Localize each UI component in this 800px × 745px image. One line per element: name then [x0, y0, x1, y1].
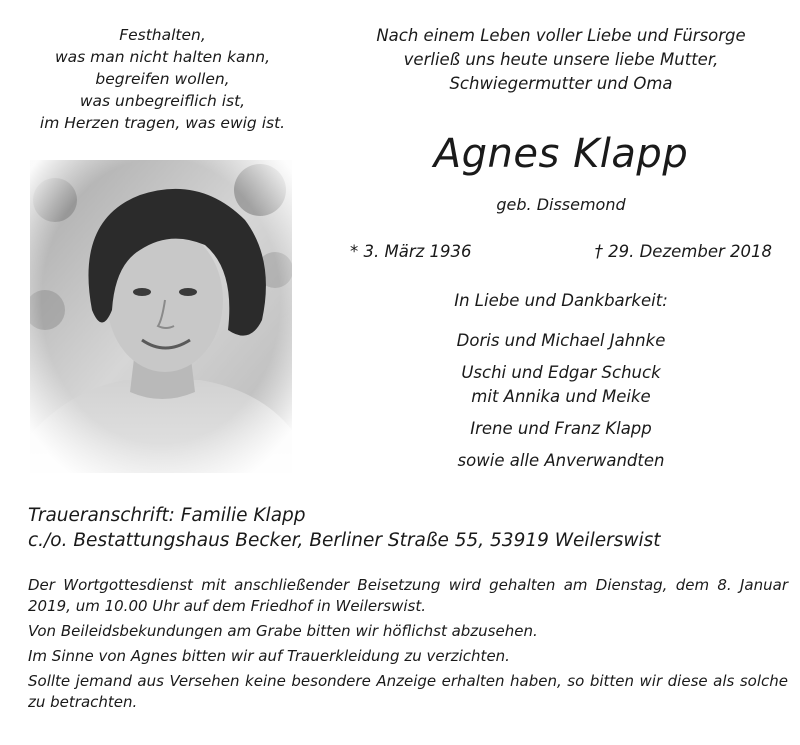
note-paragraph: Sollte jemand aus Versehen keine besondere Anzeige erhalten haben, so bitten wir diese als solche zu betrachten. [28, 672, 788, 711]
maiden-name: geb. Dissemond [496, 195, 626, 214]
mourner-line: mit Annika und Meike [471, 387, 651, 406]
note-paragraph: Im Sinne von Agnes bitten wir auf Trauerkleidung zu verzichten. [28, 647, 510, 665]
poem-line: im Herzen tragen, was ewig ist. [39, 114, 286, 132]
poem-line: begreifen wollen, [95, 70, 230, 88]
mourner-line: Irene und Franz Klapp [470, 419, 652, 438]
mourner-line: Doris und Michael Jahnke [456, 331, 666, 350]
mourner-entry [335, 329, 787, 353]
intro-line: Schwiegermutter und Oma [449, 74, 673, 93]
mourner-entry [335, 449, 787, 473]
intro-line: Nach einem Leben voller Liebe und Fürsorge [376, 26, 746, 45]
deceased-name: Agnes Klapp [433, 131, 689, 177]
poem-line: was man nicht halten kann, [54, 48, 271, 66]
mourner-line: sowie alle Anverwandten [457, 451, 665, 470]
mourners-list [335, 329, 787, 481]
note-paragraph: Von Beileidsbekundungen am Grabe bitten wir höflichst abzusehen. [28, 622, 538, 640]
address-line: Traueranschrift: Familie Klapp [28, 505, 306, 526]
poem [20, 24, 305, 134]
poem-line: Festhalten, [119, 26, 206, 44]
mourners-heading: In Liebe und Dankbarkeit: [454, 291, 668, 310]
address-line: c./o. Bestattungshaus Becker, Berliner Straße 55, 53919 Weilerswist [28, 530, 661, 551]
mourner-line: Uschi und Edgar Schuck [461, 363, 661, 382]
intro-line: verließ uns heute unsere liebe Mutter, [403, 50, 719, 69]
intro-text [335, 24, 787, 96]
portrait-photo [30, 160, 292, 473]
service-notes [28, 575, 788, 717]
mourner-entry [335, 361, 787, 409]
poem-line: was unbegreiflich ist, [79, 92, 246, 110]
mourning-address [28, 503, 661, 553]
birth-date: * 3. März 1936 [350, 242, 472, 261]
death-date: † 29. Dezember 2018 [594, 242, 772, 261]
note-paragraph: Der Wortgottesdienst mit anschließender Beisetzung wird gehalten am Dienstag, dem 8. Januar 2019, um 10.00 Uhr auf dem Friedhof in Weilerswist. [28, 576, 788, 615]
mourner-entry [335, 417, 787, 441]
